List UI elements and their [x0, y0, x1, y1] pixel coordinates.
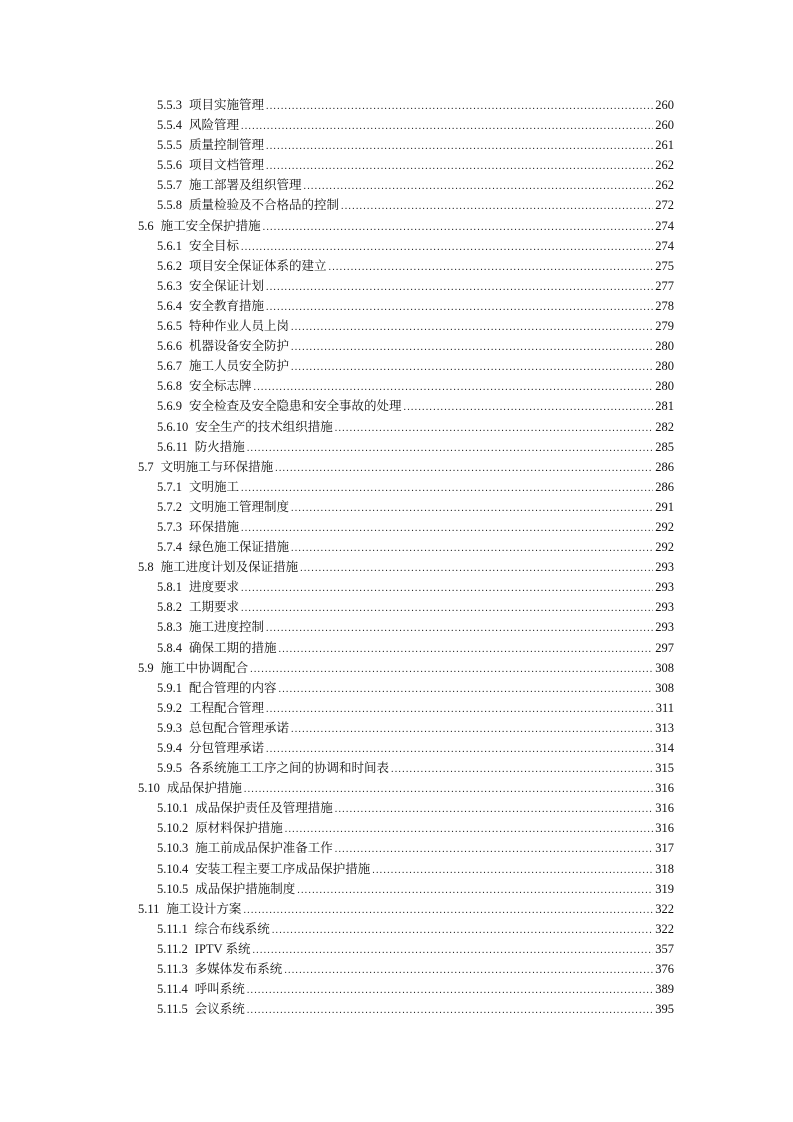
toc-dot-leader	[291, 539, 653, 559]
toc-entry[interactable]	[138, 879, 674, 899]
toc-entry[interactable]	[138, 336, 674, 356]
toc-dot-leader	[247, 981, 653, 1001]
toc-entry-title: 安全教育措施	[189, 298, 265, 313]
toc-entry[interactable]	[138, 115, 674, 135]
toc-entry-number: 5.11.1	[157, 921, 188, 936]
table-of-contents	[138, 95, 674, 1019]
toc-entry[interactable]	[138, 537, 674, 557]
toc-entry-title: 施工部署及组织管理	[189, 178, 302, 193]
toc-entry-number: 5.7.4	[157, 540, 182, 555]
toc-entry[interactable]	[138, 919, 674, 939]
toc-entry-page-number: 282	[655, 419, 674, 434]
toc-entry[interactable]	[138, 979, 674, 999]
toc-entry-page-number: 275	[655, 258, 674, 273]
toc-entry[interactable]	[138, 316, 674, 336]
toc-entry[interactable]	[138, 437, 674, 457]
toc-entry[interactable]	[138, 658, 674, 678]
toc-entry-page-number: 280	[655, 379, 674, 394]
toc-entry[interactable]	[138, 798, 674, 818]
toc-entry[interactable]	[138, 577, 674, 597]
toc-entry[interactable]	[138, 296, 674, 316]
toc-entry[interactable]	[138, 417, 674, 437]
toc-dot-leader	[247, 1001, 653, 1021]
toc-entry-page-number: 316	[655, 781, 674, 796]
toc-entry-number: 5.9.2	[157, 700, 182, 715]
toc-entry-page-number: 395	[655, 1002, 674, 1017]
toc-entry-page-number: 260	[655, 98, 674, 112]
toc-dot-leader	[291, 720, 653, 740]
toc-entry-number: 5.10.5	[157, 881, 189, 896]
toc-entry-number: 5.8.4	[157, 640, 182, 655]
toc-dot-leader	[250, 660, 653, 680]
toc-dot-leader	[335, 800, 653, 820]
toc-entry-number: 5.8.2	[157, 600, 182, 615]
toc-dot-leader	[291, 318, 653, 338]
toc-dot-leader	[243, 901, 653, 921]
toc-entry-number: 5.7.3	[157, 519, 182, 534]
toc-entry-number: 5.9	[138, 660, 154, 675]
toc-dot-leader	[404, 398, 654, 418]
toc-entry[interactable]	[138, 236, 674, 256]
toc-entry-title: 成品保护措施制度	[195, 881, 296, 896]
toc-entry-title: 环保措施	[189, 519, 240, 534]
toc-entry-page-number: 314	[655, 741, 674, 755]
toc-entry-page-number: 286	[655, 459, 674, 474]
toc-entry-page-number: 261	[655, 138, 674, 153]
toc-entry-number: 5.7.1	[157, 479, 182, 494]
toc-entry-title: 项目文档管理	[189, 158, 265, 173]
toc-entry-number: 5.11.2	[157, 941, 188, 956]
toc-entry-page-number: 316	[655, 821, 674, 836]
toc-entry-page-number: 316	[655, 801, 674, 816]
toc-entry-number: 5.6.1	[157, 238, 182, 253]
toc-dot-leader	[275, 459, 653, 479]
toc-entry-page-number: 322	[655, 901, 674, 916]
toc-entry[interactable]	[138, 356, 674, 376]
toc-entry-page-number: 291	[655, 499, 674, 514]
toc-dot-leader	[279, 680, 654, 700]
toc-entry-title: 原材料保护措施	[195, 821, 283, 836]
toc-entry[interactable]	[138, 155, 674, 175]
toc-dot-leader	[341, 197, 653, 217]
toc-entry-title: 施工进度计划及保证措施	[160, 560, 299, 575]
toc-entry[interactable]	[138, 738, 674, 758]
toc-entry-number: 5.10.1	[157, 801, 189, 816]
toc-entry-page-number: 389	[655, 982, 674, 997]
toc-entry-number: 5.6.6	[157, 339, 182, 354]
toc-entry-page-number: 279	[655, 319, 674, 334]
toc-entry-page-number: 292	[655, 519, 674, 534]
toc-entry-page-number: 322	[655, 921, 674, 936]
toc-entry-page-number: 293	[655, 580, 674, 595]
toc-dot-leader	[297, 881, 653, 901]
toc-dot-leader	[335, 419, 653, 439]
toc-entry-title: 施工中协调配合	[160, 660, 249, 675]
toc-entry-title: 工程配合管理	[189, 700, 265, 715]
toc-entry[interactable]	[138, 899, 674, 919]
toc-entry-title: 安全生产的技术组织措施	[195, 419, 333, 434]
toc-dot-leader	[391, 760, 653, 780]
toc-entry-number: 5.11	[138, 901, 160, 916]
toc-entry-page-number: 297	[655, 640, 674, 655]
toc-entry[interactable]	[138, 758, 674, 778]
toc-entry-title: 成品保护责任及管理措施	[195, 801, 333, 816]
toc-entry-title: 项目安全保证体系的建立	[189, 258, 327, 273]
toc-entry-number: 5.11.5	[157, 1002, 188, 1017]
toc-dot-leader	[335, 840, 653, 860]
toc-dot-leader	[304, 177, 654, 197]
toc-entry-number: 5.7	[138, 459, 154, 474]
toc-entry-number: 5.6.2	[157, 258, 182, 273]
toc-entry[interactable]	[138, 617, 674, 637]
toc-entry-title: 各系统施工工序之间的协调和时间表	[189, 761, 390, 776]
toc-dot-leader	[266, 619, 653, 639]
toc-dot-leader	[263, 218, 654, 238]
toc-entry-number: 5.9.1	[157, 680, 182, 695]
toc-entry[interactable]	[138, 718, 674, 738]
toc-entry-title: IPTV 系统	[194, 941, 251, 956]
toc-entry-number: 5.9.3	[157, 720, 182, 735]
toc-dot-leader	[252, 941, 653, 961]
toc-entry-number: 5.6.3	[157, 278, 182, 293]
toc-entry-number: 5.6.7	[157, 359, 182, 374]
toc-entry-number: 5.6	[138, 218, 154, 233]
toc-entry-title: 文明施工与环保措施	[160, 459, 274, 474]
toc-dot-leader	[272, 921, 653, 941]
toc-entry[interactable]	[138, 678, 674, 698]
toc-entry-number: 5.7.2	[157, 499, 182, 514]
toc-entry[interactable]	[138, 818, 674, 838]
toc-entry-title: 安全目标	[189, 238, 240, 253]
toc-entry-page-number: 274	[655, 238, 674, 253]
toc-entry-number: 5.6.4	[157, 298, 182, 313]
toc-entry-number: 5.10	[138, 781, 160, 796]
toc-entry-page-number: 272	[655, 198, 674, 213]
toc-entry-title: 工期要求	[189, 600, 240, 615]
toc-entry-title: 进度要求	[189, 580, 240, 595]
toc-entry-number: 5.5.6	[157, 158, 182, 173]
toc-entry-number: 5.6.9	[157, 399, 182, 414]
toc-dot-leader	[266, 97, 653, 117]
toc-entry-page-number: 357	[655, 941, 674, 956]
toc-entry-page-number: 315	[655, 761, 674, 776]
toc-dot-leader	[247, 439, 653, 459]
toc-entry-title: 文明施工	[189, 479, 240, 494]
toc-entry-number: 5.9.4	[157, 741, 182, 755]
toc-entry-title: 质量检验及不合格品的控制	[189, 198, 340, 213]
toc-dot-leader	[241, 599, 653, 619]
toc-entry-number: 5.10.2	[157, 821, 189, 836]
toc-entry[interactable]	[138, 999, 674, 1019]
toc-dot-leader	[241, 479, 653, 499]
toc-entry-title: 施工人员安全防护	[189, 359, 290, 374]
toc-entry-page-number: 293	[655, 560, 674, 575]
toc-entry-title: 文明施工管理制度	[189, 499, 290, 514]
toc-dot-leader	[244, 780, 653, 800]
toc-entry-number: 5.11.4	[157, 982, 188, 997]
toc-entry[interactable]	[138, 256, 674, 276]
toc-entry-title: 质量控制管理	[189, 138, 265, 153]
toc-entry-number: 5.8.1	[157, 580, 182, 595]
toc-dot-leader	[372, 861, 653, 881]
toc-entry[interactable]	[138, 135, 674, 155]
toc-dot-leader	[279, 640, 654, 660]
toc-entry-title: 安全标志牌	[189, 379, 252, 394]
toc-entry-title: 安全保证计划	[189, 278, 265, 293]
toc-entry[interactable]	[138, 95, 674, 115]
toc-entry[interactable]	[138, 698, 674, 718]
toc-dot-leader	[266, 157, 653, 177]
toc-entry-title: 多媒体发布系统	[194, 962, 283, 977]
toc-entry-page-number: 262	[655, 158, 674, 173]
toc-dot-leader	[266, 137, 653, 157]
toc-dot-leader	[266, 298, 653, 318]
toc-entry[interactable]	[138, 959, 674, 979]
toc-entry[interactable]	[138, 597, 674, 617]
toc-entry-number: 5.9.5	[157, 761, 182, 776]
toc-entry-title: 成品保护措施	[166, 781, 242, 796]
toc-dot-leader	[300, 559, 653, 579]
toc-entry-page-number: 317	[655, 841, 674, 856]
toc-entry-title: 风险管理	[189, 118, 240, 133]
toc-entry-number: 5.6.11	[157, 439, 188, 454]
toc-entry[interactable]	[138, 376, 674, 396]
toc-entry-title: 施工前成品保护准备工作	[195, 841, 333, 856]
toc-entry-number: 5.10.4	[157, 861, 189, 876]
toc-entry[interactable]	[138, 457, 674, 477]
toc-entry-page-number: 376	[655, 962, 674, 977]
toc-entry[interactable]	[138, 216, 674, 236]
toc-dot-leader	[291, 499, 653, 519]
toc-entry-page-number: 277	[655, 278, 674, 293]
toc-entry-page-number: 308	[655, 660, 674, 675]
toc-entry-number: 5.11.3	[157, 962, 188, 977]
toc-entry-number: 5.10.3	[157, 841, 189, 856]
toc-dot-leader	[266, 740, 653, 760]
toc-entry-page-number: 280	[655, 359, 674, 374]
toc-dot-leader	[285, 820, 653, 840]
toc-entry-page-number: 281	[655, 399, 674, 414]
toc-entry-number: 5.8	[138, 560, 154, 575]
toc-entry-page-number: 308	[655, 680, 674, 695]
toc-entry-title: 项目实施管理	[189, 98, 265, 112]
toc-dot-leader	[241, 519, 653, 539]
toc-entry-page-number: 280	[655, 339, 674, 354]
toc-entry-page-number: 293	[655, 620, 674, 635]
toc-entry-title: 确保工期的措施	[189, 640, 277, 655]
toc-entry[interactable]	[138, 396, 674, 416]
toc-entry-page-number: 286	[655, 479, 674, 494]
toc-entry-page-number: 293	[655, 600, 674, 615]
toc-entry-page-number: 319	[655, 881, 674, 896]
toc-entry-title: 机器设备安全防护	[189, 339, 290, 354]
toc-entry-number: 5.5.8	[157, 198, 182, 213]
toc-dot-leader	[284, 961, 653, 981]
toc-entry[interactable]	[138, 557, 674, 577]
toc-entry[interactable]	[138, 175, 674, 195]
toc-entry-number: 5.5.3	[157, 98, 182, 112]
toc-entry-title: 安装工程主要工序成品保护措施	[195, 861, 371, 876]
toc-dot-leader	[291, 338, 653, 358]
toc-entry[interactable]	[138, 838, 674, 858]
toc-entry-title: 特种作业人员上岗	[189, 319, 290, 334]
toc-entry[interactable]	[138, 195, 674, 215]
toc-entry-title: 防火措施	[194, 439, 245, 454]
toc-entry-page-number: 311	[655, 700, 674, 715]
toc-entry-title: 呼叫系统	[194, 982, 245, 997]
toc-entry-title: 安全检查及安全隐患和安全事故的处理	[189, 399, 402, 414]
toc-entry-title: 配合管理的内容	[189, 680, 277, 695]
toc-entry-title: 施工进度控制	[189, 620, 265, 635]
toc-entry[interactable]	[138, 276, 674, 296]
toc-entry-title: 施工安全保护措施	[160, 218, 261, 233]
toc-entry[interactable]	[138, 939, 674, 959]
toc-entry[interactable]	[138, 778, 674, 798]
toc-dot-leader	[241, 579, 653, 599]
toc-entry-page-number: 278	[655, 298, 674, 313]
toc-dot-leader	[291, 358, 653, 378]
toc-dot-leader	[254, 378, 654, 398]
toc-entry-number: 5.6.5	[157, 319, 182, 334]
toc-entry-number: 5.5.5	[157, 138, 182, 153]
toc-entry-number: 5.6.8	[157, 379, 182, 394]
toc-entry[interactable]	[138, 497, 674, 517]
toc-entry-page-number: 274	[655, 218, 674, 233]
toc-dot-leader	[266, 700, 654, 720]
toc-entry[interactable]	[138, 638, 674, 658]
toc-entry-page-number: 285	[655, 439, 674, 454]
toc-entry-page-number: 313	[655, 720, 674, 735]
toc-entry-page-number: 318	[655, 861, 674, 876]
toc-entry[interactable]	[138, 517, 674, 537]
toc-entry-title: 绿色施工保证措施	[189, 540, 290, 555]
toc-entry-number: 5.5.7	[157, 178, 182, 193]
toc-entry-page-number: 292	[655, 540, 674, 555]
toc-entry[interactable]	[138, 477, 674, 497]
toc-entry-number: 5.8.3	[157, 620, 182, 635]
toc-entry-title: 综合布线系统	[194, 921, 270, 936]
toc-entry-title: 总包配合管理承诺	[189, 720, 290, 735]
toc-dot-leader	[329, 258, 654, 278]
toc-entry-title: 分包管理承诺	[189, 741, 265, 755]
toc-entry-page-number: 262	[655, 178, 674, 193]
toc-dot-leader	[266, 278, 653, 298]
toc-dot-leader	[241, 117, 653, 137]
toc-entry-number: 5.6.10	[157, 419, 189, 434]
toc-entry-number: 5.5.4	[157, 118, 182, 133]
toc-entry-title: 施工设计方案	[166, 901, 242, 916]
toc-dot-leader	[241, 238, 653, 258]
toc-entry-title: 会议系统	[194, 1002, 245, 1017]
toc-entry-page-number: 260	[655, 118, 674, 133]
toc-entry[interactable]	[138, 859, 674, 879]
